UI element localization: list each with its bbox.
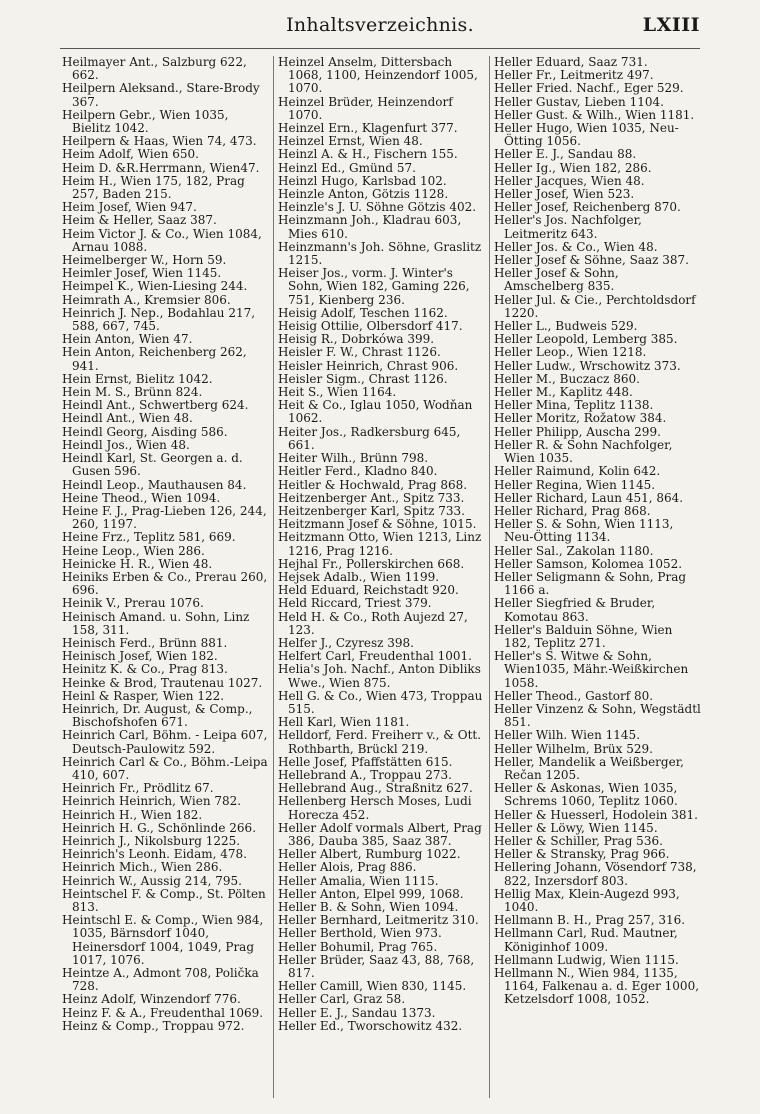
index-entry: Heller Philipp, Auscha 299. — [494, 424, 661, 439]
index-entry: Heller Josef, Wien 523. — [494, 187, 635, 202]
index-entry: Heller Siegfried & Bruder, Komotau 863. — [494, 596, 659, 624]
index-entry: Heller's Balduin Söhne, Wien 182, Teplitz 271. — [494, 622, 677, 650]
index-entry: Heinrich Heinrich, Wien 782. — [62, 794, 242, 809]
index-entry: Heinzle's J. U. Söhne Götzis 402. — [278, 200, 477, 215]
index-entry: Heller Ig., Wien 182, 286. — [494, 160, 652, 175]
index-entry: Heinrich Carl, Böhm. - Leipa 607, Deutsch-Paulowitz 592. — [62, 728, 272, 756]
index-entry: Heinzl A. & H., Fischern 155. — [278, 147, 458, 162]
index-entry: Heinz F. & A., Freudenthal 1069. — [62, 1005, 264, 1020]
header-rule — [60, 48, 700, 49]
index-entry: Heller Fried. Nachf., Eger 529. — [494, 81, 684, 96]
index-column-1 — [62, 56, 270, 1098]
index-entry: Heller Eduard, Saaz 731. — [494, 55, 648, 69]
index-entry: Heller S. & Sohn, Wien 1113, Neu-Ötting 1134. — [494, 517, 678, 545]
index-entry: Heisig Adolf, Teschen 1162. — [278, 305, 448, 320]
index-entry: Heller Amalia, Wien 1115. — [278, 873, 439, 888]
index-entry: Hellebrand A., Troppau 273. — [278, 767, 452, 782]
index-entry: Heisig Ottilie, Olbersdorf 417. — [278, 319, 463, 334]
index-entry: Heit & Co., Iglau 1050, Wodňan 1062. — [278, 398, 477, 426]
index-entry: Hejhal Fr., Pollerskirchen 668. — [278, 556, 465, 571]
index-entry: Heintze A., Admont 708, Polička 728. — [62, 966, 263, 994]
index-entry: Heindl Karl, St. Georgen a. d. Gusen 596. — [62, 451, 247, 479]
index-entry: Heindl Ant., Wien 48. — [62, 411, 193, 426]
index-entry: Hellenberg Hersch Moses, Ludi Horecza 452. — [278, 794, 476, 822]
index-entry: Hell Karl, Wien 1181. — [278, 715, 410, 730]
index-entry: Helldorf, Ferd. Freiherr v., & Ott. Rothbarth, Brückl 219. — [278, 728, 485, 756]
index-entry: Helle Josef, Pfaffstätten 615. — [278, 754, 453, 769]
index-entry: Helia's Joh. Nachf., Anton Dibliks Wwe., Wien 875. — [278, 662, 485, 690]
index-entry: Heine Leop., Wien 286. — [62, 543, 205, 558]
index-entry: Heller Jul. & Cie., Perchtoldsdorf 1220. — [494, 292, 700, 320]
index-entry: Heller Wilhelm, Brüx 529. — [494, 741, 653, 756]
index-entry: Heller's S. Witwe & Sohn, Wien1035, Mähr.-Weißkirchen 1058. — [494, 649, 693, 690]
index-entry: Heinzel Ern., Klagenfurt 377. — [278, 121, 458, 136]
index-entry: Heindl Georg, Aisding 586. — [62, 424, 228, 439]
index-entry: Heller Anton, Elpel 999, 1068. — [278, 886, 464, 901]
index-entry: Heller Gust. & Wilh., Wien 1181. — [494, 107, 695, 122]
index-entry: Heller Bohumil, Prag 765. — [278, 939, 438, 954]
index-entry: Heller R. & Sohn Nachfolger, Wien 1035. — [494, 437, 677, 466]
index-entry: Heinisch Josef, Wien 182. — [62, 649, 218, 664]
index-entry: Heintschl E. & Comp., Wien 984, 1035, Bärnsdorf 1040, Heinersdorf 1004, 1049, Prag 1017, 1076. — [62, 913, 268, 967]
index-column-2 — [278, 56, 486, 1098]
index-entry: Heller Ludw., Wrschowitz 373. — [494, 358, 681, 373]
index-entry: Heller M., Buczacz 860. — [494, 371, 640, 386]
index-entry: Hein Ernst, Bielitz 1042. — [62, 371, 213, 386]
index-entry: Heinrich H. G., Schönlinde 266. — [62, 820, 257, 835]
index-entry: Heinzmann's Joh. Söhne, Graslitz 1215. — [278, 239, 486, 268]
index-entry: Heller Berthold, Wien 973. — [278, 926, 442, 941]
index-entry: Heller Carl, Graz 58. — [278, 992, 406, 1007]
index-entry: Hellebrand Aug., Straßnitz 627. — [278, 781, 473, 796]
index-entry: Heinrich W., Aussig 214, 795. — [62, 873, 242, 888]
index-entry: Heller B. & Sohn, Wien 1094. — [278, 900, 459, 914]
index-entry: Heller Gustav, Lieben 1104. — [494, 94, 664, 109]
index-entry: Heller, Mandelik a Weißberger, Rečan 1205. — [494, 754, 688, 782]
index-entry: Heller Sal., Zakolan 1180. — [494, 543, 654, 558]
index-entry: Heinzl Hugo, Karlsbad 102. — [278, 173, 447, 188]
index-entry: Heller Bernhard, Leitmeritz 310. — [278, 913, 479, 928]
index-entry: Heller Brüder, Saaz 43, 88, 768, 817. — [278, 952, 479, 981]
index-entry: Heinrich Fr., Prödlitz 67. — [62, 781, 214, 796]
index-entry: Heller Albert, Rumburg 1022. — [278, 847, 461, 862]
index-entry: Heinicke H. R., Wien 48. — [62, 556, 213, 571]
index-entry: Hellmann B. H., Prag 257, 316. — [494, 913, 686, 928]
index-entry: Helfert Carl, Freudenthal 1001. — [278, 649, 472, 664]
index-entry: Heimrath A., Kremsier 806. — [62, 292, 231, 307]
index-entry: Heitzmann Josef & Söhne, 1015. — [278, 517, 477, 532]
index-entry: Heiter Wilh., Brünn 798. — [278, 451, 429, 466]
index-entry: Heine Frz., Teplitz 581, 669. — [62, 530, 236, 545]
index-entry: Heitzenberger Karl, Spitz 733. — [278, 503, 465, 518]
index-entry: Hejsek Adalb., Wien 1199. — [278, 569, 440, 584]
index-entry: Heisig R., Dobrkówa 399. — [278, 332, 435, 347]
index-entry: Helfer J., Czyresz 398. — [278, 635, 414, 650]
index-entry: Heller M., Kaplitz 448. — [494, 385, 633, 400]
index-entry: Hein Anton, Wien 47. — [62, 332, 193, 347]
index-entry: Heller Samson, Kolomea 1052. — [494, 556, 683, 571]
index-entry: Held H. & Co., Roth Aujezd 27, 123. — [278, 609, 472, 637]
index-entry: Heller Josef, Reichenberg 870. — [494, 200, 681, 215]
index-entry: Heine Theod., Wien 1094. — [62, 490, 221, 505]
index-entry: Heinzle Anton, Götzis 1128. — [278, 187, 449, 202]
index-entry: Heitzenberger Ant., Spitz 733. — [278, 490, 465, 505]
index-entry: Heller Leopold, Lemberg 385. — [494, 332, 678, 347]
index-entry: Heller Richard, Prag 868. — [494, 503, 651, 518]
index-entry: Heinz & Comp., Troppau 972. — [62, 1018, 245, 1033]
index-entry: Heintschel F. & Comp., St. Pölten 813. — [62, 886, 270, 914]
index-entry: Heinzl Ed., Gmünd 57. — [278, 160, 416, 175]
index-entry: Heim D. &R.Herrmann, Wien47. — [62, 160, 260, 175]
column-divider — [489, 56, 490, 1098]
index-entry: Heller's Jos. Nachfolger, Leitmeritz 643. — [494, 213, 646, 241]
index-entry: Heilpern Aleksand., Stare-Brody 367. — [62, 81, 264, 109]
index-entry: Heller Richard, Laun 451, 864. — [494, 490, 684, 505]
index-entry: Heinrich's Leonh. Eidam, 478. — [62, 847, 247, 862]
index-entry: Heinrich H., Wien 182. — [62, 807, 203, 822]
index-entry: Heimpel K., Wien-Liesing 244. — [62, 279, 248, 294]
index-entry: Heller Leop., Wien 1218. — [494, 345, 647, 360]
index-entry: Heller Hugo, Wien 1035, Neu-Ötting 1056. — [494, 121, 679, 149]
index-entry: Heiser Jos., vorm. J. Winter's Sohn, Wien 182, Gaming 226, 751, Kienberg 236. — [278, 266, 474, 307]
index-entry: Heitler Ferd., Kladno 840. — [278, 464, 438, 479]
index-entry: Hellmann N., Wien 984, 1135, 1164, Falkenau a. d. Eger 1000, Ketzelsdorf 1008, 1052. — [494, 966, 703, 1007]
index-entry: Hein Anton, Reichenberg 262, 941. — [62, 345, 251, 373]
index-entry: Heller Jos. & Co., Wien 48. — [494, 239, 658, 254]
index-entry: Heller Jacques, Wien 48. — [494, 173, 645, 188]
index-entry: Heitzmann Otto, Wien 1213, Linz 1216, Prag 1216. — [278, 530, 486, 558]
index-entry: Heindl Leop., Mauthausen 84. — [62, 477, 247, 492]
index-entry: Hell G. & Co., Wien 473, Troppau 515. — [278, 688, 487, 716]
index-entry: Heilmayer Ant., Salzburg 622, 662. — [62, 55, 251, 83]
index-entry: Heiter Jos., Radkersburg 645, 661. — [278, 424, 465, 452]
index-entry: Heller Mina, Teplitz 1138. — [494, 398, 654, 413]
index-entry: Heinik V., Prerau 1076. — [62, 596, 204, 611]
index-entry: Heim Josef, Wien 947. — [62, 200, 197, 215]
index-entry: Heller Fr., Leitmeritz 497. — [494, 68, 654, 83]
index-entry: Heller Vinzenz & Sohn, Wegstädtl 851. — [494, 701, 705, 730]
index-entry: Heller Theod., Gastorf 80. — [494, 688, 654, 703]
index-entry: Heim Adolf, Wien 650. — [62, 147, 199, 162]
column-divider — [273, 56, 274, 1098]
page-title: Inhaltsverzeichnis. — [286, 14, 474, 36]
index-entry: Heine F. J., Prag-Lieben 126, 244, 260, 1197. — [62, 503, 271, 532]
index-entry: Heller Adolf vormals Albert, Prag 386, Dauba 385, Saaz 387. — [278, 820, 486, 848]
index-entry: Heinzel Ernst, Wien 48. — [278, 134, 423, 149]
index-entry: Heisler F. W., Chrast 1126. — [278, 345, 441, 360]
index-entry: Heitler & Hochwald, Prag 868. — [278, 477, 468, 492]
index-entry: Heinl & Rasper, Wien 122. — [62, 688, 225, 703]
index-entry: Heller Camill, Wien 830, 1145. — [278, 979, 467, 994]
index-entry: Heinke & Brod, Trautenau 1027. — [62, 675, 263, 690]
index-entry: Heindl Jos., Wien 48. — [62, 437, 190, 452]
index-entry: Heisler Sigm., Chrast 1126. — [278, 371, 448, 386]
index-entry: Heller & Stransky, Prag 966. — [494, 847, 670, 862]
page-header — [0, 0, 760, 50]
index-entry: Heinrich Carl & Co., Böhm.-Leipa 410, 607. — [62, 754, 272, 782]
index-entry: Heller Seligmann & Sohn, Prag 1166 a. — [494, 569, 690, 598]
index-entry: Heit S., Wien 1164. — [278, 385, 397, 400]
index-entry: Heller Josef & Sohn, Amschelberg 835. — [494, 266, 623, 294]
index-entry: Heindl Ant., Schwertberg 624. — [62, 398, 249, 413]
index-entry: Held Riccard, Triest 379. — [278, 596, 432, 611]
index-entry: Heller & Askonas, Wien 1035, Schrems 1060, Teplitz 1060. — [494, 781, 682, 809]
index-entry: Heller Regina, Wien 1145. — [494, 477, 656, 492]
index-entry: Heller Moritz, Rožatow 384. — [494, 411, 667, 426]
index-column-3 — [494, 55, 705, 1098]
index-entry: Heim & Heller, Saaz 387. — [62, 213, 217, 228]
index-entry: Heinisch Amand. u. Sohn, Linz 158, 311. — [62, 609, 254, 637]
index-entry: Heinrich J., Nikolsburg 1225. — [62, 833, 241, 848]
index-entry: Hellmann Ludwig, Wien 1115. — [494, 952, 679, 967]
index-entry: Heller & Schiller, Prag 536. — [494, 833, 663, 848]
index-entry: Hellmann Carl, Rud. Mautner, Königinhof 1009. — [494, 926, 682, 954]
index-entry: Heiniks Erben & Co., Prerau 260, 696. — [62, 569, 272, 598]
index-entry: Heilpern Gebr., Wien 1035, Bielitz 1042. — [62, 107, 233, 136]
index-entry: Heinzmann Joh., Kladrau 603, Mies 610. — [278, 213, 466, 241]
index-entry: Heller L., Budweis 529. — [494, 319, 638, 334]
index-entry: Heinz Adolf, Winzendorf 776. — [62, 992, 241, 1007]
index-entry: Heller & Löwy, Wien 1145. — [494, 820, 658, 835]
index-entry: Heller Wilh. Wien 1145. — [494, 728, 641, 743]
index-entry: Hellig Max, Klein-Augezd 993, 1040. — [494, 886, 684, 914]
index-entry: Heller Raimund, Kolin 642. — [494, 464, 661, 479]
index-entry: Heinrich J. Nep., Bodahlau 217, 588, 667, 745. — [62, 305, 259, 334]
index-entry: Heim H., Wien 175, 182, Prag 257, Baden 215. — [62, 173, 249, 202]
index-entry: Heim Victor J. & Co., Wien 1084, Arnau 1088. — [62, 226, 266, 254]
index-entry: Heisler Heinrich, Chrast 906. — [278, 358, 459, 373]
index-entry: Heller E. J., Sandau 88. — [494, 147, 637, 162]
index-entry: Heller Alois, Prag 886. — [278, 860, 417, 875]
index-entry: Heinrich, Dr. August, & Comp., Bischofshofen 671. — [62, 701, 257, 730]
page-number: LXIII — [642, 14, 700, 36]
index-entry: Heinitz K. & Co., Prag 813. — [62, 662, 228, 677]
index-entry: Heinisch Ferd., Brünn 881. — [62, 635, 228, 650]
index-entry: Heimelberger W., Horn 59. — [62, 253, 227, 268]
index-entry: Heller E. J., Sandau 1373. — [278, 1005, 436, 1020]
index-entry: Heller Josef & Söhne, Saaz 387. — [494, 253, 689, 268]
index-entry: Heinrich Mich., Wien 286. — [62, 860, 223, 875]
index-entry: Heinzel Brüder, Heinzendorf 1070. — [278, 94, 457, 122]
index-entry: Heilpern & Haas, Wien 74, 473. — [62, 134, 257, 149]
index-entry: Held Eduard, Reichstadt 920. — [278, 583, 459, 598]
index-entry: Heller Ed., Tworschowitz 432. — [278, 1018, 463, 1033]
index-entry: Heinzel Anselm, Dittersbach 1068, 1100, Heinzendorf 1005, 1070. — [278, 55, 482, 96]
index-entry: Hein M. S., Brünn 824. — [62, 385, 203, 400]
index-entry: Heimler Josef, Wien 1145. — [62, 266, 222, 281]
index-entry: Hellering Johann, Vösendorf 738, 822, Inzersdorf 803. — [494, 860, 701, 888]
index-entry: Heller & Huesserl, Hodolein 381. — [494, 807, 698, 822]
